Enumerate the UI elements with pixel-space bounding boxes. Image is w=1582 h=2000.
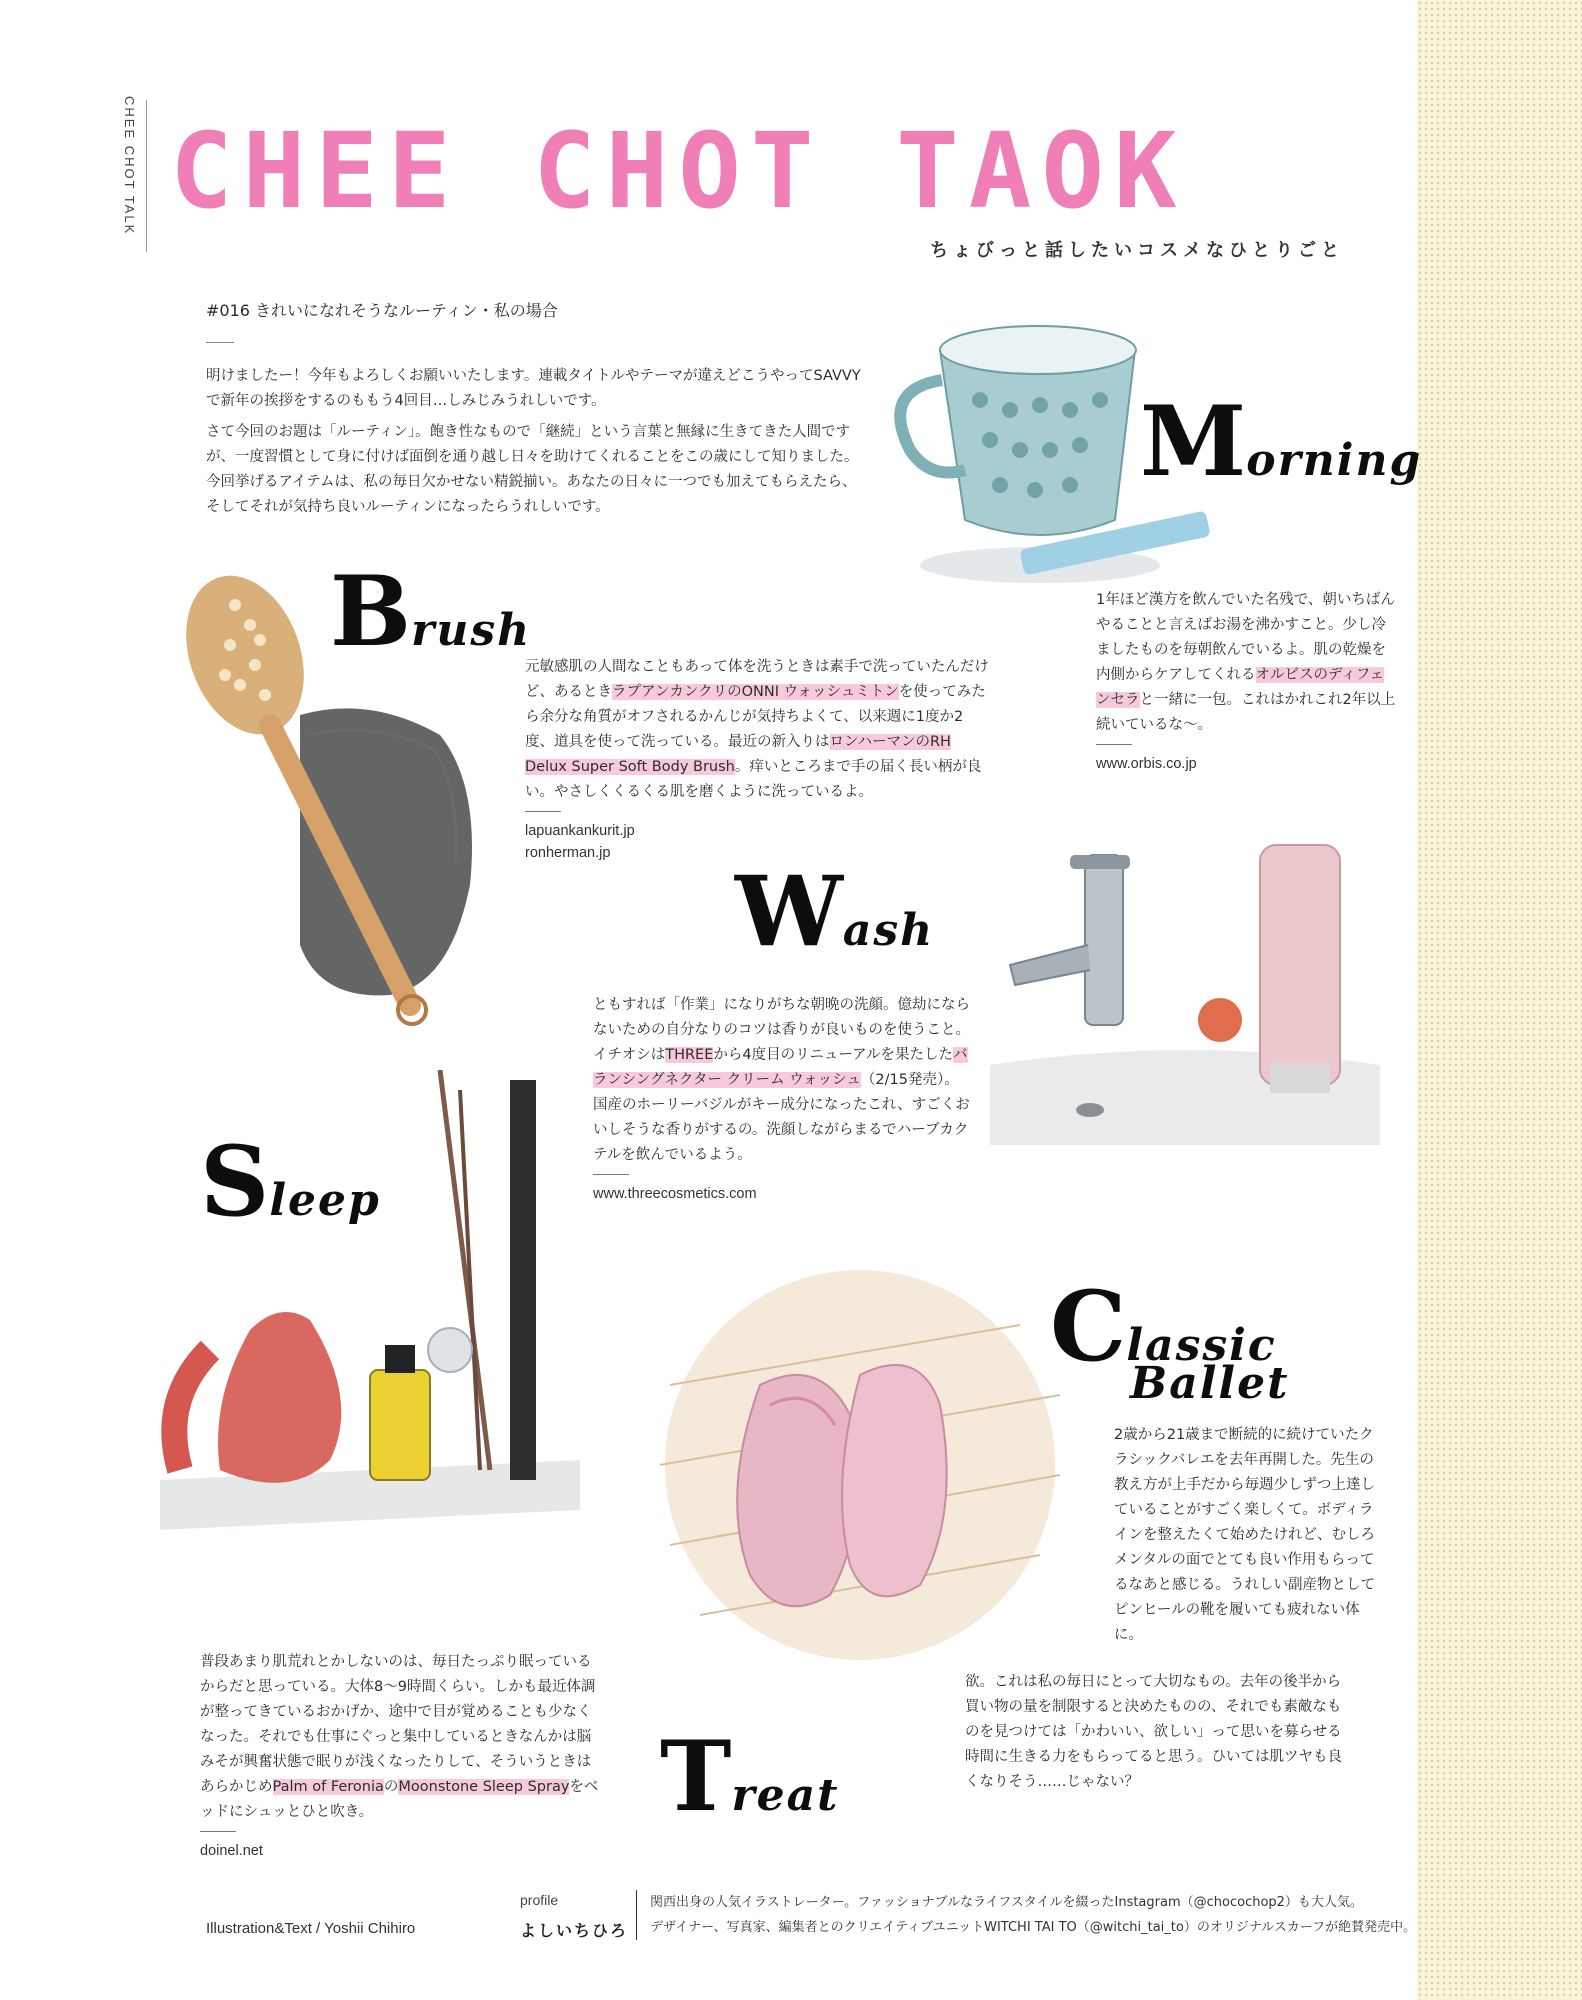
wash-url[interactable]: www.threecosmetics.com [593,1186,757,1202]
brush-text: 元敏感肌の人間なこともあって体を洗うときは素手で洗っていたんだけど、あるときラプアンカンクリのONNI ウォッシュミトンを使ってみたら余分な角質がオフされるかんじが気持ちよくて、以来週に1度か2度、道具を使って洗っている。最近の新入りはロンハーマンのRH Delux Super Soft Body Brush。痒いところまで手の届く長い柄が良い。やさしくくるくる肌を磨くように洗っているよ。 lapuankankurit.jp ronherman.jp [525,655,991,864]
morning-rest: orning [1246,435,1423,486]
profile-divider [636,1890,637,1940]
brush-heading [330,555,531,668]
sleep-initial: S [200,1125,270,1238]
brush-product-2: ロンハーマンのRH Delux Super Soft Body Brush [525,734,951,775]
wash-initial: W [735,855,843,968]
ballet-heading-line2 [1130,1358,1289,1409]
ballet-shoes-illustration [640,1265,1080,1665]
wash-divider [593,1174,629,1175]
brush-rest: rush [411,605,532,656]
wash-brand: THREE [665,1047,714,1063]
brush-product-1: ラプアンカンクリのONNI ウォッシュミトン [612,684,899,700]
morning-initial: M [1140,385,1247,498]
ballet-initial: C [1050,1270,1127,1383]
brush-url-1[interactable]: lapuankankurit.jp [525,823,635,839]
treat-initial: T [660,1720,732,1833]
ballet-line2: Ballet [1130,1358,1290,1409]
morning-divider [1096,744,1132,745]
side-divider [146,100,147,252]
profile-bio-line-2: デザイナー、写真家、編集者とのクリエイティブユニットWITCHI TAI TO（@witchi_tai_to）のオリジナルスカーフが絶賛発売中。 [650,1920,1417,1935]
sleep-rest: leep [269,1175,381,1226]
sleep-divider [200,1831,236,1832]
brush-initial: B [330,555,412,668]
intro-text [206,364,866,526]
series-divider [206,342,234,343]
side-label: CHEE CHOT TALK [122,96,137,236]
wash-heading [735,855,934,968]
intro-paragraph-1: 明けましたー！今年もよろしくお願いいたします。連載タイトルやテーマが違えどこうやってSAVVYで新年の挨拶をするのももう4回目…しみじみうれしいです。 [206,368,861,409]
morning-product: オルビスのディフェンセラ [1096,667,1385,708]
wash-product: バランシングネクター クリーム ウォッシュ [593,1047,968,1088]
wash-text: ともすれば「作業」になりがちな朝晩の洗顔。億劫にならないための自分なりのコツは香りが良いものを使うこと。イチオシはTHREEから4度目のリニューアルを果たしたバランシングネクター クリーム ウォッシュ（2/15発売）。国産のホーリーバジルがキー成分になったこれ、すごくおいしそうな香りがするの。洗顔しながらまるでハーブカクテルを飲んでいるよう。 www.threecosmetics.com [593,993,973,1205]
morning-url[interactable]: www.orbis.co.jp [1096,756,1197,772]
treat-text: 欲。これは私の毎日にとって大切なもの。去年の後半から買い物の量を制限すると決めたものの、それでも素敵なものを見つけては「かわいい、欲しい」って思いを募らせる時間に生きる力をもらってると思う。ひいては肌ツヤも良くなりそう……じゃない？ [965,1674,1342,1790]
sleep-text: 普段あまり肌荒れとかしないのは、毎日たっぷり眠っているからだと思っている。大体8〜9時間くらい。しかも最近体調が整ってきているおかげか、途中で目が覚めることも少なくなった。それでも仕事にぐっと集中しているときなんかは脳みそが興奮状態で眠りが浅くなったりして、そういうときはあらかじめPalm of FeroniaのMoonstone Sleep Sprayをベッドにシュッとひと吹き。 doinel.net [200,1650,600,1862]
morning-heading [1140,385,1422,498]
intro-paragraph-2: さて今回のお題は「ルーティン」。飽き性なもので「継続」という言葉と無縁に生きてきた人間ですが、一度習慣として身に付けば面倒を通り越し日々を助けてくれることをこの歳にして知りました。今回挙げるアイテムは、私の毎日欠かせない精鋭揃い。あなたの日々に一つでも加えてもらえたら、そしてそれが気持ち良いルーティンになったらうれしいです。 [206,424,859,515]
illustration-credit: Illustration&Text / Yoshii Chihiro [206,1920,416,1937]
sleep-brand: Palm of Feronia [272,1779,384,1795]
series-heading: #016 きれいになれそうなルーティン・私の場合 [206,301,558,320]
profile-bio [650,1890,1416,1940]
treat-heading [660,1720,839,1833]
wash-rest: ash [842,905,935,956]
ballet-text: 2歳から21歳まで断続的に続けていたクラシックバレエを去年再開した。先生の教え方が上手だから毎週少しずつ上達していることがすごく楽しくて。ボディラインを整えたくて始めたけれど、むしろメンタルの面でとても良い作用もらってるなあと感じる。うれしい副産物としてピンヒールの靴を履いても疲れない体に。 [1114,1427,1375,1643]
treat-rest: reat [731,1770,840,1821]
sleep-heading [200,1125,381,1238]
page-title: CHEE CHOT TAOK [170,110,1187,232]
sleep-url[interactable]: doinel.net [200,1843,263,1859]
morning-text: 1年ほど漢方を飲んでいた名残で、朝いちばんやることと言えばお湯を沸かすこと。少し冷ましたものを毎朝飲んでいるよ。肌の乾燥を内側からケアしてくれるオルビスのディフェンセラと一緒に一包。これはかれこれ2年以上続いているな〜。 www.orbis.co.jp [1096,588,1396,775]
page-subtitle: ちょびっと話したいコスメなひとりごと [930,240,1344,261]
profile-bio-line-1: 関西出身の人気イラストレーター。ファッショナブルなライフスタイルを綴ったInstagram（@chocochop2）も大人気。 [650,1895,1363,1910]
faucet-sink-illustration [990,835,1380,1145]
ballet-rest: lassic [1126,1320,1277,1371]
profile-label: profile [520,1892,559,1908]
brush-divider [525,811,561,812]
sleep-product: Moonstone Sleep Spray [398,1779,570,1795]
dotted-side-panel [1417,0,1582,2000]
brush-url-2[interactable]: ronherman.jp [525,845,611,861]
profile-name: よしいちひろ [520,1921,629,1940]
